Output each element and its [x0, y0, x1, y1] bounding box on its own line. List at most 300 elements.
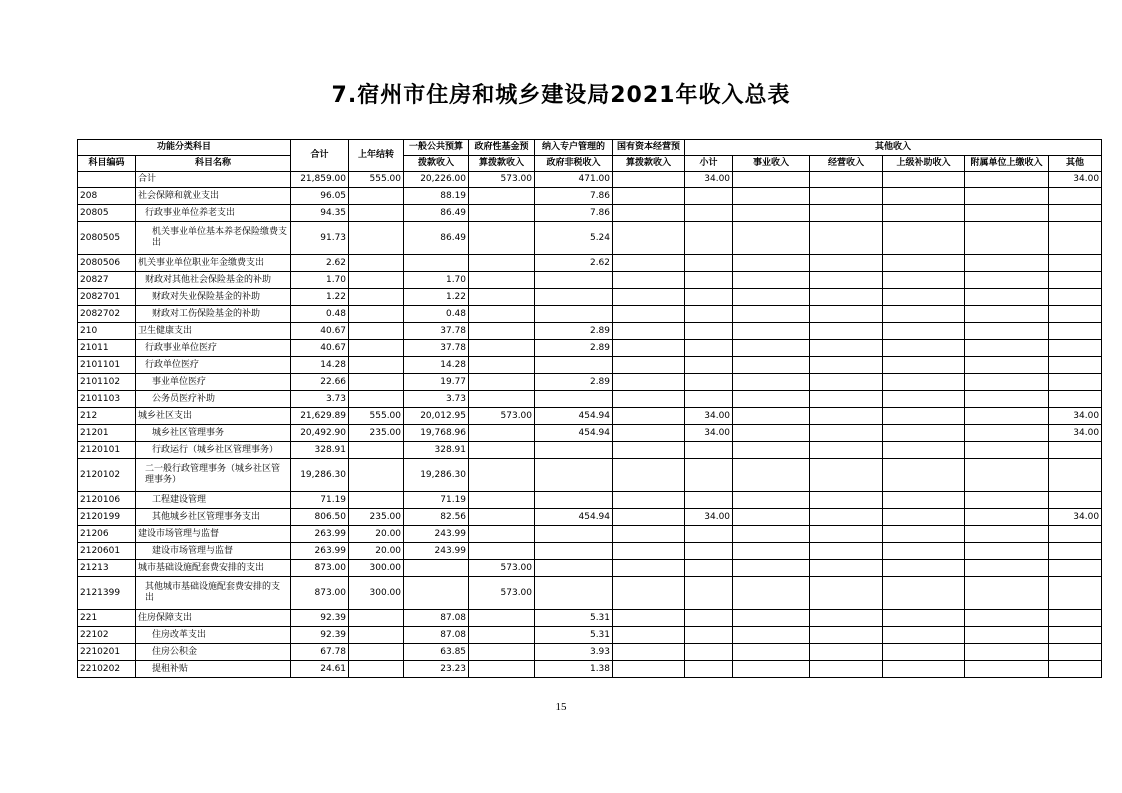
cell-other	[1049, 627, 1102, 644]
cell-name: 城市基础设施配套费安排的支出	[136, 560, 291, 577]
cell-fund	[469, 492, 535, 509]
cell-fund	[469, 205, 535, 222]
cell-general: 14.28	[404, 357, 469, 374]
cell-code: 2120199	[78, 509, 136, 526]
cell-affiliated	[965, 306, 1049, 323]
cell-subsidy	[883, 391, 965, 408]
cell-business	[733, 172, 810, 188]
cell-total: 21,629.89	[291, 408, 349, 425]
cell-business	[733, 222, 810, 255]
cell-total: 19,286.30	[291, 459, 349, 492]
cell-business	[733, 627, 810, 644]
cell-operating	[810, 492, 883, 509]
cell-subsidy	[883, 610, 965, 627]
cell-general: 86.49	[404, 205, 469, 222]
cell-carryover	[349, 205, 404, 222]
cell-nontax	[535, 543, 613, 560]
cell-subsidy	[883, 222, 965, 255]
cell-general: 19.77	[404, 374, 469, 391]
cell-name: 工程建设管理	[136, 492, 291, 509]
cell-general: 19,286.30	[404, 459, 469, 492]
cell-subsidy	[883, 526, 965, 543]
table-row	[78, 408, 1102, 425]
cell-operating	[810, 577, 883, 610]
cell-name: 住房公积金	[136, 644, 291, 661]
cell-nontax: 7.86	[535, 205, 613, 222]
cell-fund	[469, 391, 535, 408]
cell-state	[613, 408, 685, 425]
table-row	[78, 323, 1102, 340]
cell-other	[1049, 560, 1102, 577]
cell-code: 210	[78, 323, 136, 340]
table-row	[78, 205, 1102, 222]
cell-name: 二一般行政管理事务（城乡社区管理事务）	[136, 459, 291, 492]
cell-code: 221	[78, 610, 136, 627]
cell-code	[78, 172, 136, 188]
cell-carryover	[349, 306, 404, 323]
cell-code: 2120601	[78, 543, 136, 560]
cell-other	[1049, 205, 1102, 222]
cell-affiliated	[965, 255, 1049, 272]
cell-total: 21,859.00	[291, 172, 349, 188]
cell-affiliated	[965, 172, 1049, 188]
cell-subtotal	[685, 610, 733, 627]
cell-fund	[469, 323, 535, 340]
cell-subsidy	[883, 306, 965, 323]
cell-carryover	[349, 374, 404, 391]
cell-other: 34.00	[1049, 408, 1102, 425]
table-row	[78, 289, 1102, 306]
cell-code: 20827	[78, 272, 136, 289]
cell-business	[733, 408, 810, 425]
cell-other	[1049, 340, 1102, 357]
cell-affiliated	[965, 222, 1049, 255]
table-row	[78, 442, 1102, 459]
cell-carryover	[349, 272, 404, 289]
cell-other: 34.00	[1049, 425, 1102, 442]
cell-general: 1.22	[404, 289, 469, 306]
cell-operating	[810, 374, 883, 391]
header-subsidy-income: 上级补助收入	[883, 156, 965, 172]
cell-business	[733, 272, 810, 289]
header-business-income: 事业收入	[733, 156, 810, 172]
cell-operating	[810, 442, 883, 459]
cell-carryover	[349, 340, 404, 357]
cell-carryover: 555.00	[349, 172, 404, 188]
header-affiliated-income: 附属单位上缴收入	[965, 156, 1049, 172]
cell-subsidy	[883, 509, 965, 526]
cell-operating	[810, 526, 883, 543]
cell-operating	[810, 509, 883, 526]
table-row	[78, 391, 1102, 408]
cell-nontax	[535, 577, 613, 610]
cell-name: 行政事业单位医疗	[136, 340, 291, 357]
cell-subsidy	[883, 577, 965, 610]
cell-total: 806.50	[291, 509, 349, 526]
cell-total: 0.48	[291, 306, 349, 323]
cell-other: 34.00	[1049, 172, 1102, 188]
cell-name: 行政事业单位养老支出	[136, 205, 291, 222]
cell-general	[404, 255, 469, 272]
cell-nontax	[535, 272, 613, 289]
cell-name: 城乡社区支出	[136, 408, 291, 425]
cell-nontax: 454.94	[535, 408, 613, 425]
header-general-budget-line2: 拨款收入	[404, 156, 469, 172]
cell-total: 1.22	[291, 289, 349, 306]
cell-fund	[469, 340, 535, 357]
cell-affiliated	[965, 391, 1049, 408]
header-other: 其他	[1049, 156, 1102, 172]
cell-name: 行政单位医疗	[136, 357, 291, 374]
cell-subtotal	[685, 459, 733, 492]
cell-fund	[469, 272, 535, 289]
cell-business	[733, 188, 810, 205]
cell-subtotal	[685, 627, 733, 644]
cell-name: 财政对失业保险基金的补助	[136, 289, 291, 306]
cell-carryover	[349, 323, 404, 340]
cell-general: 20,012.95	[404, 408, 469, 425]
cell-operating	[810, 289, 883, 306]
cell-business	[733, 425, 810, 442]
cell-state	[613, 644, 685, 661]
cell-other	[1049, 577, 1102, 610]
cell-fund	[469, 425, 535, 442]
cell-other	[1049, 526, 1102, 543]
cell-total: 873.00	[291, 560, 349, 577]
cell-affiliated	[965, 543, 1049, 560]
header-gov-fund: 政府性基金预	[469, 140, 535, 156]
page-title: 7.宿州市住房和城乡建设局2021年收入总表	[331, 83, 791, 108]
cell-code: 22102	[78, 627, 136, 644]
cell-name: 财政对工伤保险基金的补助	[136, 306, 291, 323]
cell-code: 2120102	[78, 459, 136, 492]
cell-nontax: 2.89	[535, 374, 613, 391]
cell-other	[1049, 272, 1102, 289]
cell-subtotal	[685, 289, 733, 306]
cell-subsidy	[883, 661, 965, 678]
cell-carryover	[349, 459, 404, 492]
cell-affiliated	[965, 374, 1049, 391]
cell-carryover: 300.00	[349, 560, 404, 577]
cell-state	[613, 610, 685, 627]
cell-nontax: 2.62	[535, 255, 613, 272]
cell-other	[1049, 222, 1102, 255]
cell-subsidy	[883, 442, 965, 459]
cell-fund: 573.00	[469, 172, 535, 188]
cell-subsidy	[883, 408, 965, 425]
cell-other	[1049, 459, 1102, 492]
cell-nontax	[535, 306, 613, 323]
cell-nontax	[535, 560, 613, 577]
cell-total: 92.39	[291, 627, 349, 644]
cell-subtotal	[685, 205, 733, 222]
cell-name: 行政运行（城乡社区管理事务）	[136, 442, 291, 459]
cell-state	[613, 340, 685, 357]
cell-business	[733, 391, 810, 408]
cell-fund	[469, 357, 535, 374]
cell-subtotal	[685, 255, 733, 272]
cell-code: 21213	[78, 560, 136, 577]
cell-subtotal	[685, 272, 733, 289]
header-name: 科目名称	[136, 156, 291, 172]
cell-subtotal: 34.00	[685, 509, 733, 526]
cell-nontax: 5.31	[535, 627, 613, 644]
cell-carryover: 235.00	[349, 425, 404, 442]
cell-name: 住房保障支出	[136, 610, 291, 627]
cell-subsidy	[883, 492, 965, 509]
cell-other	[1049, 188, 1102, 205]
cell-general: 19,768.96	[404, 425, 469, 442]
header-subtotal: 小计	[685, 156, 733, 172]
page-number: 15	[555, 701, 567, 713]
cell-name: 建设市场管理与监督	[136, 543, 291, 560]
cell-carryover: 20.00	[349, 526, 404, 543]
cell-state	[613, 627, 685, 644]
cell-carryover: 235.00	[349, 509, 404, 526]
table-row	[78, 526, 1102, 543]
cell-total: 92.39	[291, 610, 349, 627]
cell-total: 96.05	[291, 188, 349, 205]
cell-affiliated	[965, 509, 1049, 526]
cell-code: 2101102	[78, 374, 136, 391]
cell-subsidy	[883, 543, 965, 560]
cell-business	[733, 543, 810, 560]
cell-operating	[810, 459, 883, 492]
cell-other	[1049, 391, 1102, 408]
cell-general: 243.99	[404, 543, 469, 560]
cell-name: 卫生健康支出	[136, 323, 291, 340]
cell-affiliated	[965, 577, 1049, 610]
cell-business	[733, 644, 810, 661]
cell-fund	[469, 509, 535, 526]
cell-code: 208	[78, 188, 136, 205]
table-row	[78, 661, 1102, 678]
cell-affiliated	[965, 289, 1049, 306]
cell-code: 2120101	[78, 442, 136, 459]
table-row	[78, 627, 1102, 644]
cell-total: 91.73	[291, 222, 349, 255]
cell-fund	[469, 442, 535, 459]
cell-total: 40.67	[291, 323, 349, 340]
cell-subsidy	[883, 323, 965, 340]
cell-other	[1049, 661, 1102, 678]
cell-carryover	[349, 255, 404, 272]
cell-name: 其他城市基础设施配套费安排的支出	[136, 577, 291, 610]
cell-operating	[810, 644, 883, 661]
cell-other	[1049, 442, 1102, 459]
cell-state	[613, 172, 685, 188]
cell-general: 37.78	[404, 323, 469, 340]
table-row	[78, 272, 1102, 289]
table-row	[78, 644, 1102, 661]
cell-subtotal	[685, 357, 733, 374]
cell-carryover	[349, 442, 404, 459]
cell-subsidy	[883, 272, 965, 289]
cell-business	[733, 323, 810, 340]
header-total: 合计	[291, 140, 349, 172]
header-state-capital: 国有资本经营预	[613, 140, 685, 156]
cell-total: 24.61	[291, 661, 349, 678]
cell-fund	[469, 543, 535, 560]
cell-business	[733, 661, 810, 678]
cell-code: 2101101	[78, 357, 136, 374]
table-row	[78, 577, 1102, 610]
cell-carryover	[349, 492, 404, 509]
cell-state	[613, 222, 685, 255]
cell-state	[613, 442, 685, 459]
cell-nontax	[535, 442, 613, 459]
cell-general: 86.49	[404, 222, 469, 255]
cell-general: 1.70	[404, 272, 469, 289]
cell-other	[1049, 306, 1102, 323]
cell-name: 其他城乡社区管理事务支出	[136, 509, 291, 526]
cell-subsidy	[883, 425, 965, 442]
cell-fund	[469, 644, 535, 661]
cell-state	[613, 492, 685, 509]
cell-state	[613, 289, 685, 306]
cell-state	[613, 560, 685, 577]
cell-general: 3.73	[404, 391, 469, 408]
cell-operating	[810, 627, 883, 644]
cell-subtotal: 34.00	[685, 425, 733, 442]
cell-subtotal	[685, 526, 733, 543]
cell-other: 34.00	[1049, 509, 1102, 526]
cell-fund	[469, 306, 535, 323]
cell-subsidy	[883, 289, 965, 306]
cell-general: 243.99	[404, 526, 469, 543]
cell-state	[613, 357, 685, 374]
cell-total: 263.99	[291, 543, 349, 560]
cell-code: 21206	[78, 526, 136, 543]
cell-fund	[469, 222, 535, 255]
cell-carryover: 300.00	[349, 577, 404, 610]
cell-other	[1049, 289, 1102, 306]
cell-subsidy	[883, 627, 965, 644]
cell-fund	[469, 255, 535, 272]
cell-operating	[810, 610, 883, 627]
table-row	[78, 255, 1102, 272]
cell-fund: 573.00	[469, 560, 535, 577]
header-nontax-line2: 政府非税收入	[535, 156, 613, 172]
cell-fund	[469, 289, 535, 306]
header-code: 科目编码	[78, 156, 136, 172]
cell-affiliated	[965, 459, 1049, 492]
header-function-category: 功能分类科目	[78, 140, 291, 156]
cell-name: 机关事业单位基本养老保险缴费支出	[136, 222, 291, 255]
cell-state	[613, 323, 685, 340]
cell-business	[733, 526, 810, 543]
cell-nontax	[535, 289, 613, 306]
table-row	[78, 459, 1102, 492]
cell-general: 23.23	[404, 661, 469, 678]
revenue-table	[77, 139, 1102, 678]
cell-general	[404, 560, 469, 577]
cell-total: 328.91	[291, 442, 349, 459]
cell-general	[404, 577, 469, 610]
cell-operating	[810, 272, 883, 289]
cell-fund: 573.00	[469, 408, 535, 425]
cell-subsidy	[883, 188, 965, 205]
cell-operating	[810, 340, 883, 357]
cell-state	[613, 577, 685, 610]
table-row	[78, 425, 1102, 442]
cell-affiliated	[965, 610, 1049, 627]
cell-carryover: 555.00	[349, 408, 404, 425]
header-nontax: 纳入专户管理的	[535, 140, 613, 156]
cell-subsidy	[883, 205, 965, 222]
cell-operating	[810, 408, 883, 425]
cell-code: 21011	[78, 340, 136, 357]
header-gov-fund-line2: 算拨款收入	[469, 156, 535, 172]
cell-general: 87.08	[404, 627, 469, 644]
cell-affiliated	[965, 340, 1049, 357]
cell-subtotal	[685, 306, 733, 323]
cell-business	[733, 289, 810, 306]
table-row	[78, 492, 1102, 509]
cell-total: 20,492.90	[291, 425, 349, 442]
cell-affiliated	[965, 560, 1049, 577]
cell-general: 328.91	[404, 442, 469, 459]
cell-name: 合计	[136, 172, 291, 188]
cell-subsidy	[883, 560, 965, 577]
cell-affiliated	[965, 661, 1049, 678]
header-carryover: 上年结转	[349, 140, 404, 172]
cell-fund	[469, 627, 535, 644]
cell-state	[613, 509, 685, 526]
cell-business	[733, 205, 810, 222]
cell-code: 21201	[78, 425, 136, 442]
cell-name: 机关事业单位职业年金缴费支出	[136, 255, 291, 272]
cell-subtotal	[685, 374, 733, 391]
cell-carryover	[349, 644, 404, 661]
cell-other	[1049, 492, 1102, 509]
cell-general: 0.48	[404, 306, 469, 323]
cell-nontax	[535, 357, 613, 374]
cell-state	[613, 425, 685, 442]
cell-state	[613, 188, 685, 205]
cell-affiliated	[965, 627, 1049, 644]
table-row	[78, 306, 1102, 323]
cell-general: 87.08	[404, 610, 469, 627]
cell-code: 212	[78, 408, 136, 425]
cell-operating	[810, 188, 883, 205]
cell-subsidy	[883, 340, 965, 357]
cell-affiliated	[965, 492, 1049, 509]
cell-name: 财政对其他社会保险基金的补助	[136, 272, 291, 289]
cell-total: 3.73	[291, 391, 349, 408]
table-row	[78, 357, 1102, 374]
cell-fund	[469, 610, 535, 627]
cell-code: 2120106	[78, 492, 136, 509]
cell-subsidy	[883, 459, 965, 492]
cell-state	[613, 255, 685, 272]
cell-business	[733, 492, 810, 509]
cell-other	[1049, 644, 1102, 661]
cell-business	[733, 442, 810, 459]
header-state-capital-line2: 算拨款收入	[613, 156, 685, 172]
cell-other	[1049, 374, 1102, 391]
cell-total: 71.19	[291, 492, 349, 509]
cell-operating	[810, 543, 883, 560]
cell-total: 1.70	[291, 272, 349, 289]
cell-total: 14.28	[291, 357, 349, 374]
cell-general: 88.19	[404, 188, 469, 205]
cell-carryover	[349, 391, 404, 408]
cell-affiliated	[965, 357, 1049, 374]
cell-affiliated	[965, 526, 1049, 543]
cell-code: 2210201	[78, 644, 136, 661]
cell-total: 67.78	[291, 644, 349, 661]
